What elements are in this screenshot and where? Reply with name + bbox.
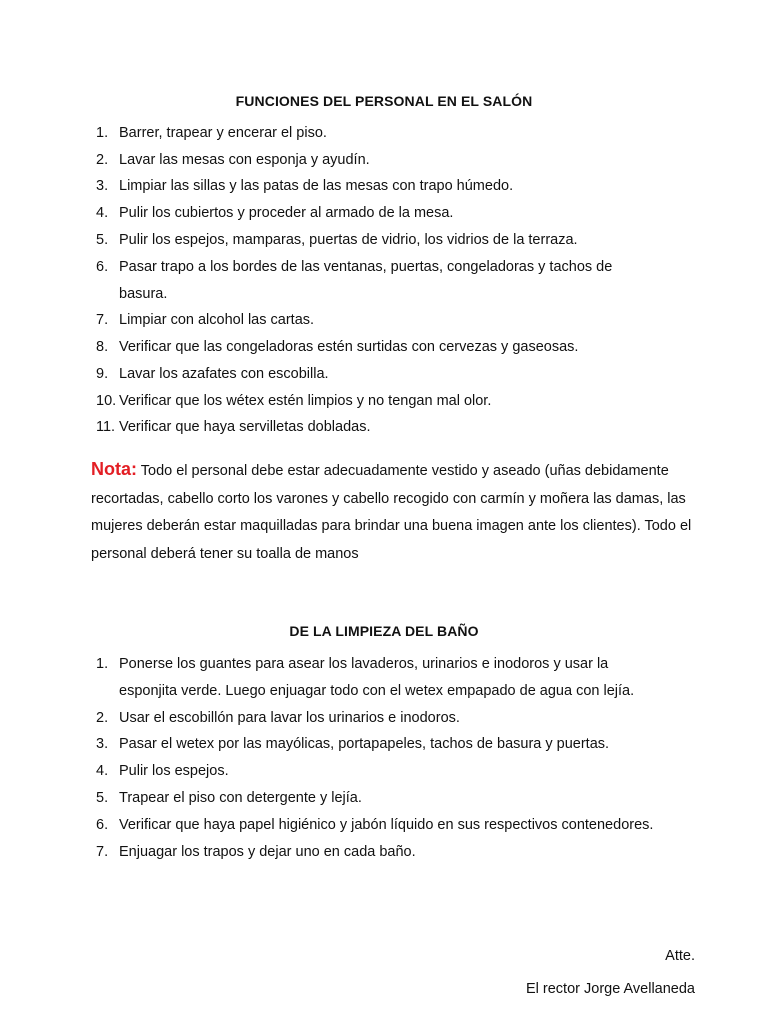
item-number: 6. xyxy=(96,259,109,275)
closing-text: Atte. xyxy=(665,948,695,964)
item-number: 3. xyxy=(96,736,109,752)
note-text: Todo el personal debe estar adecuadamente vestido y aseado (uñas debidamente recortadas, cabello corto los varones y cabello recogido con carmín y moñera las damas, las mujeres deberán estar maquilladas para brindar una buena imagen ante los clientes). Todo el personal deberá tener su toalla de manos xyxy=(91,463,692,562)
item-text: Enjuagar los trapos y dejar uno en cada baño. xyxy=(119,844,416,860)
item-text: Verificar que haya papel higiénico y jabón líquido en sus respectivos contenedores. xyxy=(119,817,654,833)
item-text: Verificar que las congeladoras estén surtidas con cervezas y gaseosas. xyxy=(119,339,579,355)
item-text: Pasar el wetex por las mayólicas, portapapeles, tachos de basura y puertas. xyxy=(119,736,610,752)
item-number: 5. xyxy=(96,790,109,806)
section-title-bathroom: DE LA LIMPIEZA DEL BAÑO xyxy=(289,623,479,639)
item-text: Pasar trapo a los bordes de las ventanas, puertas, congeladoras y tachos de xyxy=(119,259,613,275)
item-number: 4. xyxy=(96,205,109,221)
item-number: 7. xyxy=(96,312,109,328)
item-number: 3. xyxy=(96,178,109,194)
item-text: Pulir los espejos, mamparas, puertas de vidrio, los vidrios de la terraza. xyxy=(119,232,578,248)
item-text: Barrer, trapear y encerar el piso. xyxy=(119,125,327,141)
item-text: Lavar las mesas con esponja y ayudín. xyxy=(119,152,370,168)
item-text: Usar el escobillón para lavar los urinarios e inodoros. xyxy=(119,710,460,726)
item-number: 1. xyxy=(96,125,109,141)
item-text: Ponerse los guantes para asear los lavaderos, urinarios e inodoros y usar la xyxy=(119,656,609,672)
item-number: 6. xyxy=(96,817,109,833)
item-number: 10. xyxy=(96,393,117,409)
item-text: Pulir los cubiertos y proceder al armado de la mesa. xyxy=(119,205,454,221)
item-text-continuation: basura. xyxy=(119,286,168,302)
item-number: 2. xyxy=(96,710,109,726)
item-number: 4. xyxy=(96,763,109,779)
item-number: 9. xyxy=(96,366,109,382)
item-number: 1. xyxy=(96,656,109,672)
section-title-salon: FUNCIONES DEL PERSONAL EN EL SALÓN xyxy=(235,93,533,109)
item-text: Limpiar con alcohol las cartas. xyxy=(119,312,315,328)
item-number: 8. xyxy=(96,339,109,355)
note-paragraph xyxy=(91,456,711,568)
signatory-name: El rector Jorge Avellaneda xyxy=(525,981,695,997)
item-text: Lavar los azafates con escobilla. xyxy=(119,366,329,382)
item-number: 5. xyxy=(96,232,109,248)
item-text: Limpiar las sillas y las patas de las mesas con trapo húmedo. xyxy=(119,178,514,194)
item-number: 11. xyxy=(96,419,116,435)
item-number: 7. xyxy=(96,844,109,860)
note-label: Nota: xyxy=(91,459,137,479)
item-text: Pulir los espejos. xyxy=(119,763,229,779)
item-text: Trapear el piso con detergente y lejía. xyxy=(119,790,362,806)
item-text: Verificar que haya servilletas dobladas. xyxy=(119,419,371,435)
item-text-continuation: esponjita verde. Luego enjuagar todo con el wetex empapado de agua con lejía. xyxy=(119,683,635,699)
item-number: 2. xyxy=(96,152,109,168)
item-text: Verificar que los wétex estén limpios y no tengan mal olor. xyxy=(119,393,492,409)
